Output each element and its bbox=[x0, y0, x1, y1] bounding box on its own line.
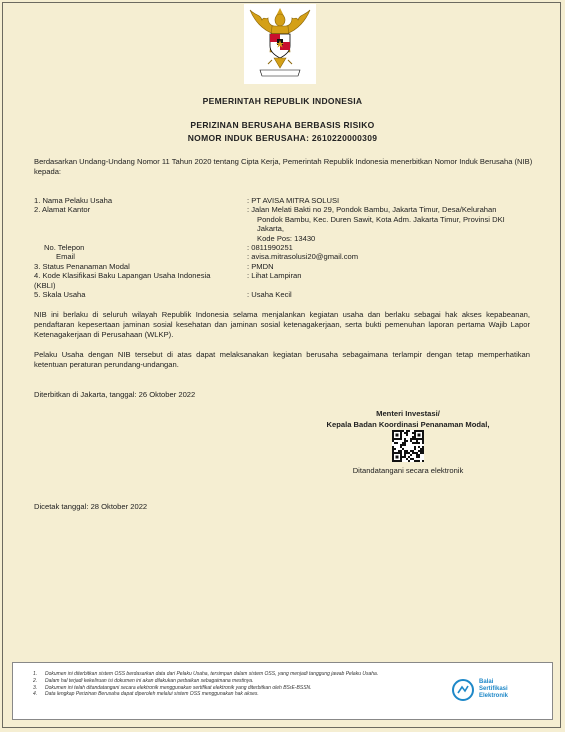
field-row-name bbox=[34, 196, 544, 205]
field-label: 3. Status Penanaman Modal bbox=[34, 261, 130, 271]
footer-note-number: 1. bbox=[33, 671, 38, 677]
signatory-block bbox=[300, 408, 516, 430]
bsre-text-line: Elektronik bbox=[479, 693, 509, 699]
intro-paragraph: Berdasarkan Undang-Undang Nomor 11 Tahun 2020 tentang Cipta Kerja, Pemerintah Republik Indonesia menerbitkan Nomor Induk Berusaha (NIB) kepada: bbox=[34, 157, 533, 176]
field-value: : PMDN bbox=[247, 261, 274, 271]
signatory-title: Kepala Badan Koordinasi Penanaman Modal, bbox=[326, 420, 490, 429]
field-value: : 0811990251 bbox=[247, 243, 293, 253]
footer-note-text: Dokumen ini telah ditandatangani secara elektronik menggunakan sertifikat elektronik yang diterbitkan oleh BSrE-BSSN. bbox=[45, 684, 312, 691]
field-row-kbli bbox=[34, 271, 544, 290]
field-value: Pondok Bambu, Kec. Duren Sawit, Kota Adm. Jakarta Timur, Provinsi DKI bbox=[257, 214, 505, 224]
government-heading: PEMERINTAH REPUBLIK INDONESIA bbox=[202, 96, 363, 106]
field-label: (KBLI) bbox=[34, 280, 56, 290]
issued-date: Diterbitkan di Jakarta, tanggal: 26 Oktober 2022 bbox=[34, 390, 196, 399]
footer-note bbox=[33, 678, 433, 685]
field-value: : avisa.mitrasolusi20@gmail.com bbox=[247, 252, 359, 262]
footer-note-number: 2. bbox=[33, 677, 38, 684]
business-fields bbox=[34, 196, 544, 299]
footer-note-number: 3. bbox=[33, 684, 38, 691]
field-label: No. Telepon bbox=[44, 243, 85, 253]
field-value: : PT AVISA MITRA SOLUSI bbox=[247, 196, 340, 205]
field-value: : Lihat Lampiran bbox=[247, 271, 302, 281]
footer-notes bbox=[33, 671, 433, 698]
permission-paragraph: Pelaku Usaha dengan NIB tersebut di atas dapat melaksanakan kegiatan berusaha sebagaimana terlampir dengan tetap memperhatikan ketentuan peraturan perundang-undangan. bbox=[34, 350, 530, 369]
field-row-email bbox=[34, 252, 544, 261]
field-row-investment bbox=[34, 262, 544, 271]
field-label: 5. Skala Usaha bbox=[34, 290, 86, 300]
field-value: : Jalan Melati Bakti no 29, Pondok Bambu, Jakarta Timur, Desa/Kelurahan bbox=[247, 205, 497, 215]
footer-note-number: 4. bbox=[33, 691, 38, 698]
bsre-text-line: Sertifikasi bbox=[479, 686, 508, 692]
field-row-phone bbox=[34, 243, 544, 252]
footer-note-text: Dalam hal terjadi kekeliruan isi dokumen ini akan dilakukan perbaikan sebagaimana mestinya. bbox=[45, 677, 254, 684]
field-label: Email bbox=[56, 252, 75, 262]
field-row-scale bbox=[34, 290, 544, 299]
footer-note bbox=[33, 671, 433, 678]
footer-note-text: Data lengkap Perizinan Berusaha dapat diperoleh melalui sistem OSS menggunakan hak akses. bbox=[45, 691, 259, 698]
footer-note-text: Dokumen ini diterbitkan sistem OSS berdasarkan data dari Pelaku Usaha, tersimpan dalam sistem OSS, yang menjadi tanggung jawab Pelaku Usaha. bbox=[45, 671, 379, 677]
bsre-logo bbox=[451, 677, 547, 705]
printed-date: Dicetak tanggal: 28 Oktober 2022 bbox=[34, 502, 148, 511]
footer-note bbox=[33, 691, 433, 698]
field-label: 4. Kode Klasifikasi Baku Lapangan Usaha Indonesia bbox=[34, 271, 211, 281]
footer-note bbox=[33, 685, 433, 692]
field-value: Jakarta, bbox=[257, 224, 285, 234]
field-label: 1. Nama Pelaku Usaha bbox=[34, 196, 113, 205]
qr-code-icon bbox=[392, 430, 424, 462]
nib-number: NOMOR INDUK BERUSAHA: 2610220000309 bbox=[187, 133, 378, 143]
field-label: 2. Alamat Kantor bbox=[34, 205, 91, 215]
bsre-logo-icon bbox=[451, 678, 475, 702]
field-value: : Usaha Kecil bbox=[247, 290, 292, 300]
validity-paragraph: NIB ini berlaku di seluruh wilayah Republik Indonesia selama menjalankan kegiatan usaha dan berlaku sebagai hak akses kepabeanan, pendaftaran kepesertaan jaminan sosial kesehatan dan jaminan sosial ketenagakerjaan, serta bukti pemenuhan laporan pertama Wajib Lapor Ketenagakerjaan di Perusahaan (WLKP). bbox=[34, 310, 530, 339]
bsre-text-line: Balai bbox=[479, 679, 494, 685]
field-value: Kode Pos: 13430 bbox=[257, 233, 316, 243]
footer-box bbox=[12, 662, 553, 720]
document-title: PERIZINAN BERUSAHA BERBASIS RISIKO bbox=[190, 120, 375, 130]
signature-note: Ditandatangani secara elektronik bbox=[352, 466, 464, 475]
bsre-logo-text bbox=[479, 679, 508, 700]
signatory-title: Menteri Investasi/ bbox=[376, 409, 440, 418]
garuda-emblem-icon bbox=[244, 4, 316, 84]
field-row-address bbox=[34, 205, 544, 243]
